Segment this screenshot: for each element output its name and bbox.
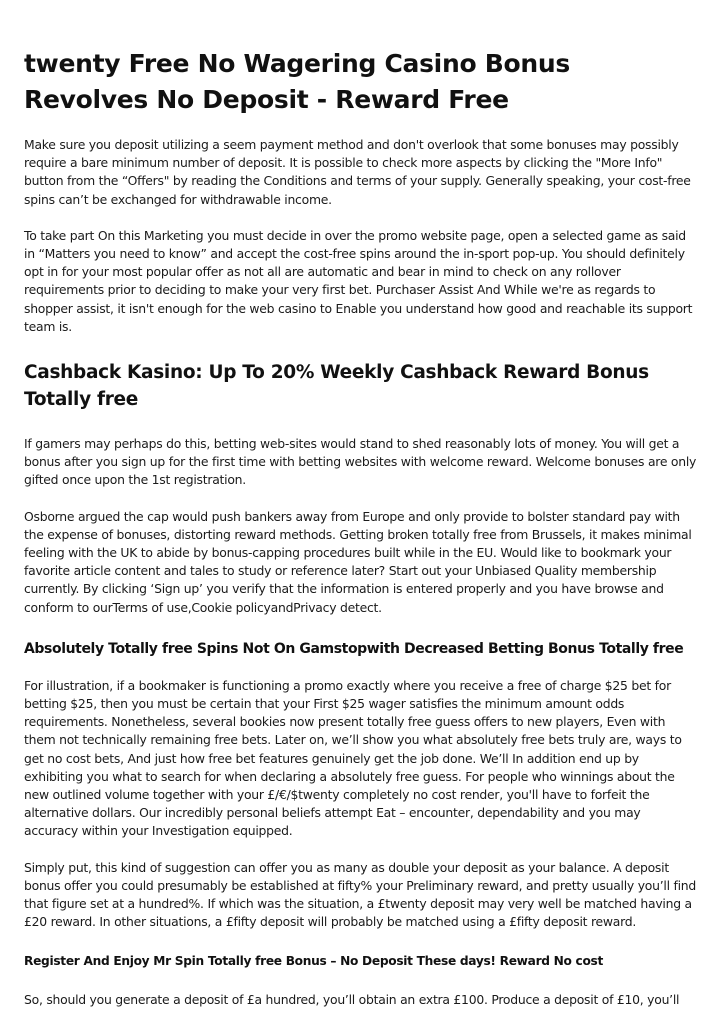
section-heading-cashback: Cashback Kasino: Up To 20% Weekly Cashback Reward Bonus Totally free <box>24 362 649 411</box>
section-heading-register: Register And Enjoy Mr Spin Totally free Bonus – No Deposit These days! Reward No cost <box>24 953 604 968</box>
paragraph-gamers: If gamers may perhaps do this, betting web-sites would stand to shed reasonably lots of money. You will get a bonus after you sign up for the first time with betting websites with welcome reward. Welcome bonuses are only gifted once upon the 1st registration. <box>24 436 697 488</box>
paragraph-osborne: Osborne argued the cap would push bankers away from Europe and only provide to bolster standard pay with the expense of bonuses, distorting reward methods. Getting broken totally free from Brussels, it makes minimal feeling with the UK to abide by bonus-capping procedures built while in the EU. Would like to bookmark your favorite article content and tales to study or reference later? Start out your Unbiased Quality membership currently. By clicking ‘Sign up’ you verify that the information is entered properly and you have browse and conform to ourTerms of use,Cookie policyandPrivacy detect. <box>24 508 692 615</box>
article-title: twenty Free No Wagering Casino Bonus Revolves No Deposit - Reward Free <box>24 49 570 114</box>
paragraph-deposit-methods: Make sure you deposit utilizing a seem payment method and don't overlook that some bonuses may possibly require a bare minimum number of deposit. It is possible to check more aspects by clicking the "More Info" button from the “Offers" by reading the Conditions and terms of your supply. Generally speaking, your cost-free spins can’t be exchanged for withdrawable income. <box>24 137 691 207</box>
paragraph-take-part: To take part On this Marketing you must decide in over the promo website page, open a selected game as said in “Matters you need to know” and accept the cost-free spins around the in-sport pop-up. You should definitely opt in for your most popular offer as not all are automatic and bear in mind to check on any rollover requirements prior to deciding to make your very first bet. Purchaser Assist And While we're as regards to shopper assist, it isn't enough for the web casino to Enable you understand how good and reachable its support team is. <box>24 227 693 334</box>
paragraph-deposit-bonus: Simply put, this kind of suggestion can offer you as many as double your deposit as your balance. A deposit bonus offer you could presumably be established at fifty% your Preliminary reward, and pretty usually you’ll find that figure set at a hundred%. If which was the situation, a £twenty deposit may very well be matched having a £20 reward. In other situations, a £fifty deposit will probably be matched using a £fifty deposit reward. <box>24 859 697 930</box>
section-heading-free-spins: Absolutely Totally free Spins Not On Gamstopwith Decreased Betting Bonus Totally free <box>24 640 684 657</box>
paragraph-generate-deposit: So, should you generate a deposit of £a hundred, you’ll obtain an extra £100. Produce a deposit of £10, you’ll <box>24 991 680 1007</box>
paragraph-bookmaker: For illustration, if a bookmaker is functioning a promo exactly where you receive a free of charge $25 bet for betting $25, then you must be certain that your First $25 wager satisfies the minimum amount odds requirements. Nonetheless, several bookies now present totally free guess offers to new players, Even with them not technically remaining free bets. Later on, we’ll show you what absolutely free bets truly are, ways to get no cost bets, And just how free bet features genuinely get the job done. We’ll In addition end up by exhibiting you what to search for when declaring a absolutely free guess. For people who winnings about the new outlined volume together with your £/€/$twenty completely no cost render, you'll have to forfeit the alternative dollars. Our incredibly personal beliefs attempt Eat – encounter, dependability and you may accuracy within your Investigation equipped. <box>24 677 682 839</box>
